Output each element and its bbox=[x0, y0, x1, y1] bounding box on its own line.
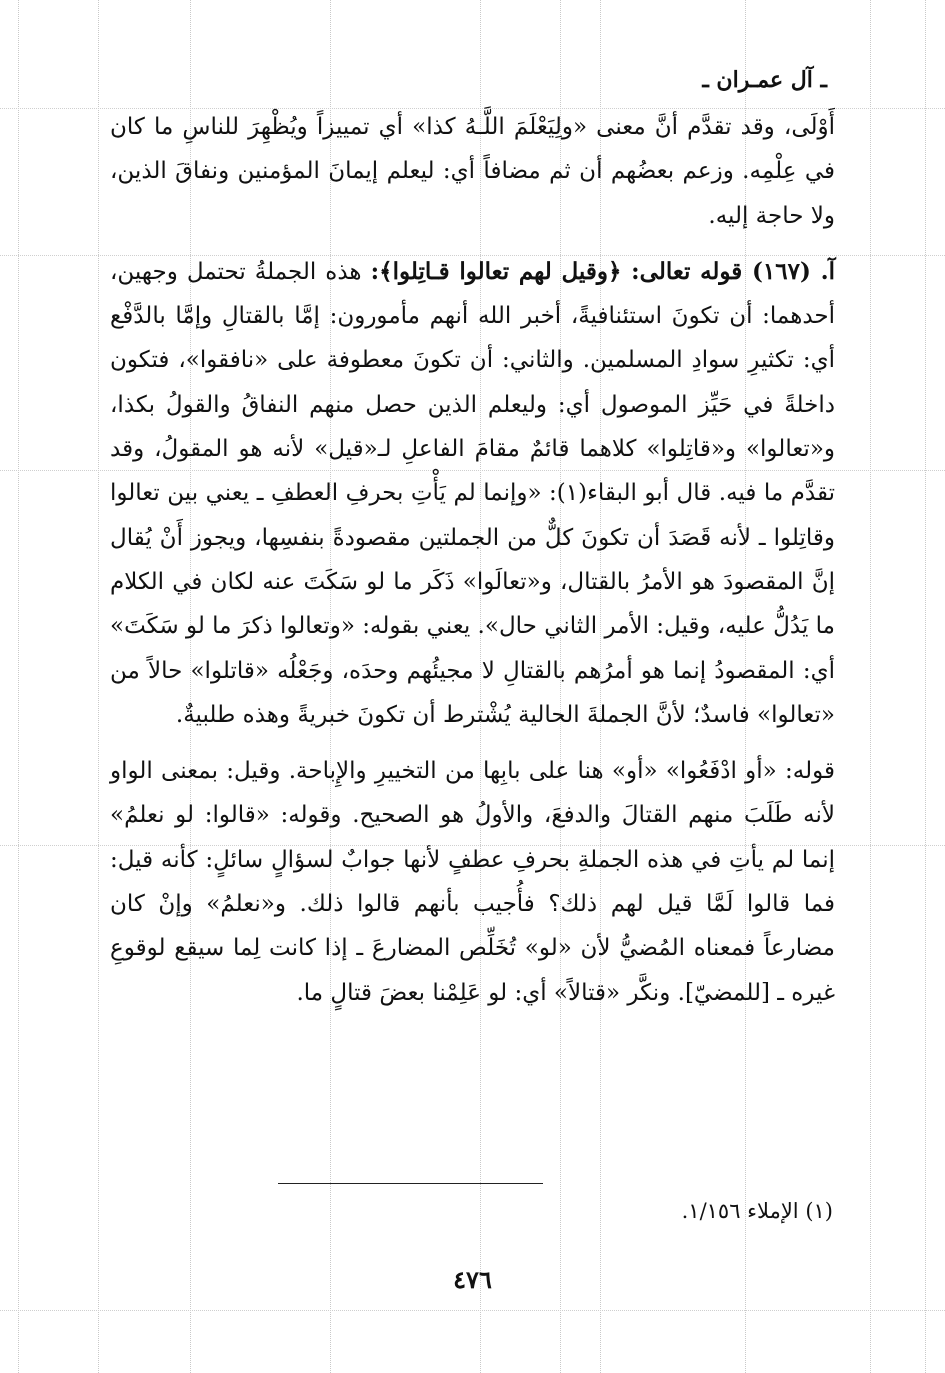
paragraph-3 bbox=[110, 749, 835, 1015]
paragraph-2-text: هذه الجملةُ تحتمل وجهين، أحدهما: أن تكونَ استئنافيةً، أخبر الله أنهم مأمورون: إمَّا بالقتالِ وإمَّا بالدَّفْع أي: تكثيرِ سوادِ المسلمين. والثاني: أن تكونَ معطوفة على «نافقوا»، فتكون داخلةً في حَيِّز الموصول أي: وليعلم الذين حصل منهم النفاقُ والقولُ بكذا، و«تعالوا» و«قاتِلوا» كلاهما قائمٌ مقامَ الفاعلِ لـ«قيل» لأنه هو المقولُ، وقد تقدَّم ما فيه. قال أبو البقاء(١): «وإنما لم يَأْتِ بحرفِ العطفِ ـ يعني بين تعالوا وقاتِلوا ـ لأنه قَصَدَ أن تكونَ كلٌّ من الجملتين مقصودةً بنفسِها، ويجوز أَنْ يُقال إنَّ المقصودَ هو الأمرُ بالقتال، و«تعالَوا» ذَكَر ما لو سَكَتَ عنه لكان في الكلام ما يَدُلُّ عليه، وقيل: الأمر الثاني حال». يعني بقوله: «وتعالوا ذكرَ ما لو سَكَتَ» أي: المقصودُ إنما هو أمرُهم بالقتالِ لا مجيئُهم وحدَه، وجَعْلُه «قاتلوا» حالاً من «تعالوا» فاسدٌ؛ لأنَّ الجملةَ الحالية يُشْترط أن تكونَ خبريةً وهذه طلبيةٌ. bbox=[110, 258, 836, 728]
page-body bbox=[110, 55, 835, 1015]
footnote-divider bbox=[278, 1183, 543, 1184]
footnote-text: (١) الإملاء ١/١٥٦. bbox=[681, 1199, 833, 1223]
paragraph-1 bbox=[110, 105, 835, 238]
page-number bbox=[0, 1265, 945, 1294]
footnote bbox=[682, 1196, 833, 1226]
verse-heading: آ. (١٦٧) قوله تعالى: ﴿وقيل لهم تعالوا قـاتِلوا﴾: bbox=[370, 257, 835, 285]
page-number-text: ٤٧٦ bbox=[453, 1265, 492, 1294]
surah-title: ـ آل عمـران ـ bbox=[702, 67, 827, 93]
paragraph-2 bbox=[110, 250, 835, 737]
paragraph-3-text: قوله: «أو ادْفَعُوا» «أو» هنا على بابِها من التخييرِ والإِباحة. وقيل: بمعنى الواو لأنه طَلَبَ منهم القتالَ والدفعَ، والأولُ هو الصحيح. وقوله: «قالوا: لو نعلمُ» إنما لم يأتِ في هذه الجملةِ بحرفِ عطفٍ لأنها جوابٌ لسؤالٍ سائلٍ: كأنه قيل: فما قالوا لَمَّا قيل لهم ذلك؟ فأُجيب بأنهم قالوا ذلك. و«نعلمُ» وإنْ كان مضارعاً فمعناه المُضيُّ لأن «لو» تُخَلِّص المضارعَ ـ إذا كانت لِما سيقع لوقوعِ غيره ـ [للمضيّ]. ونكَّر «قتالاً» أي: لو عَلِمْنا بعضَ قتالٍ ما. bbox=[110, 758, 835, 1006]
running-header bbox=[110, 55, 835, 105]
paragraph-1-text: أَوْلَى، وقد تقدَّم أنَّ معنى «ولِيَعْلَمَ اللَّـهُ كذا» أي تمييزاً ويُظْهِرَ للناسِ ما كان في عِلْمِه. وزعم بعضُهم أن ثم مضافاً أي: ليعلم إيمانَ المؤمنين ونفاقَ الذين، ولا حاجة إليه. bbox=[110, 114, 835, 229]
